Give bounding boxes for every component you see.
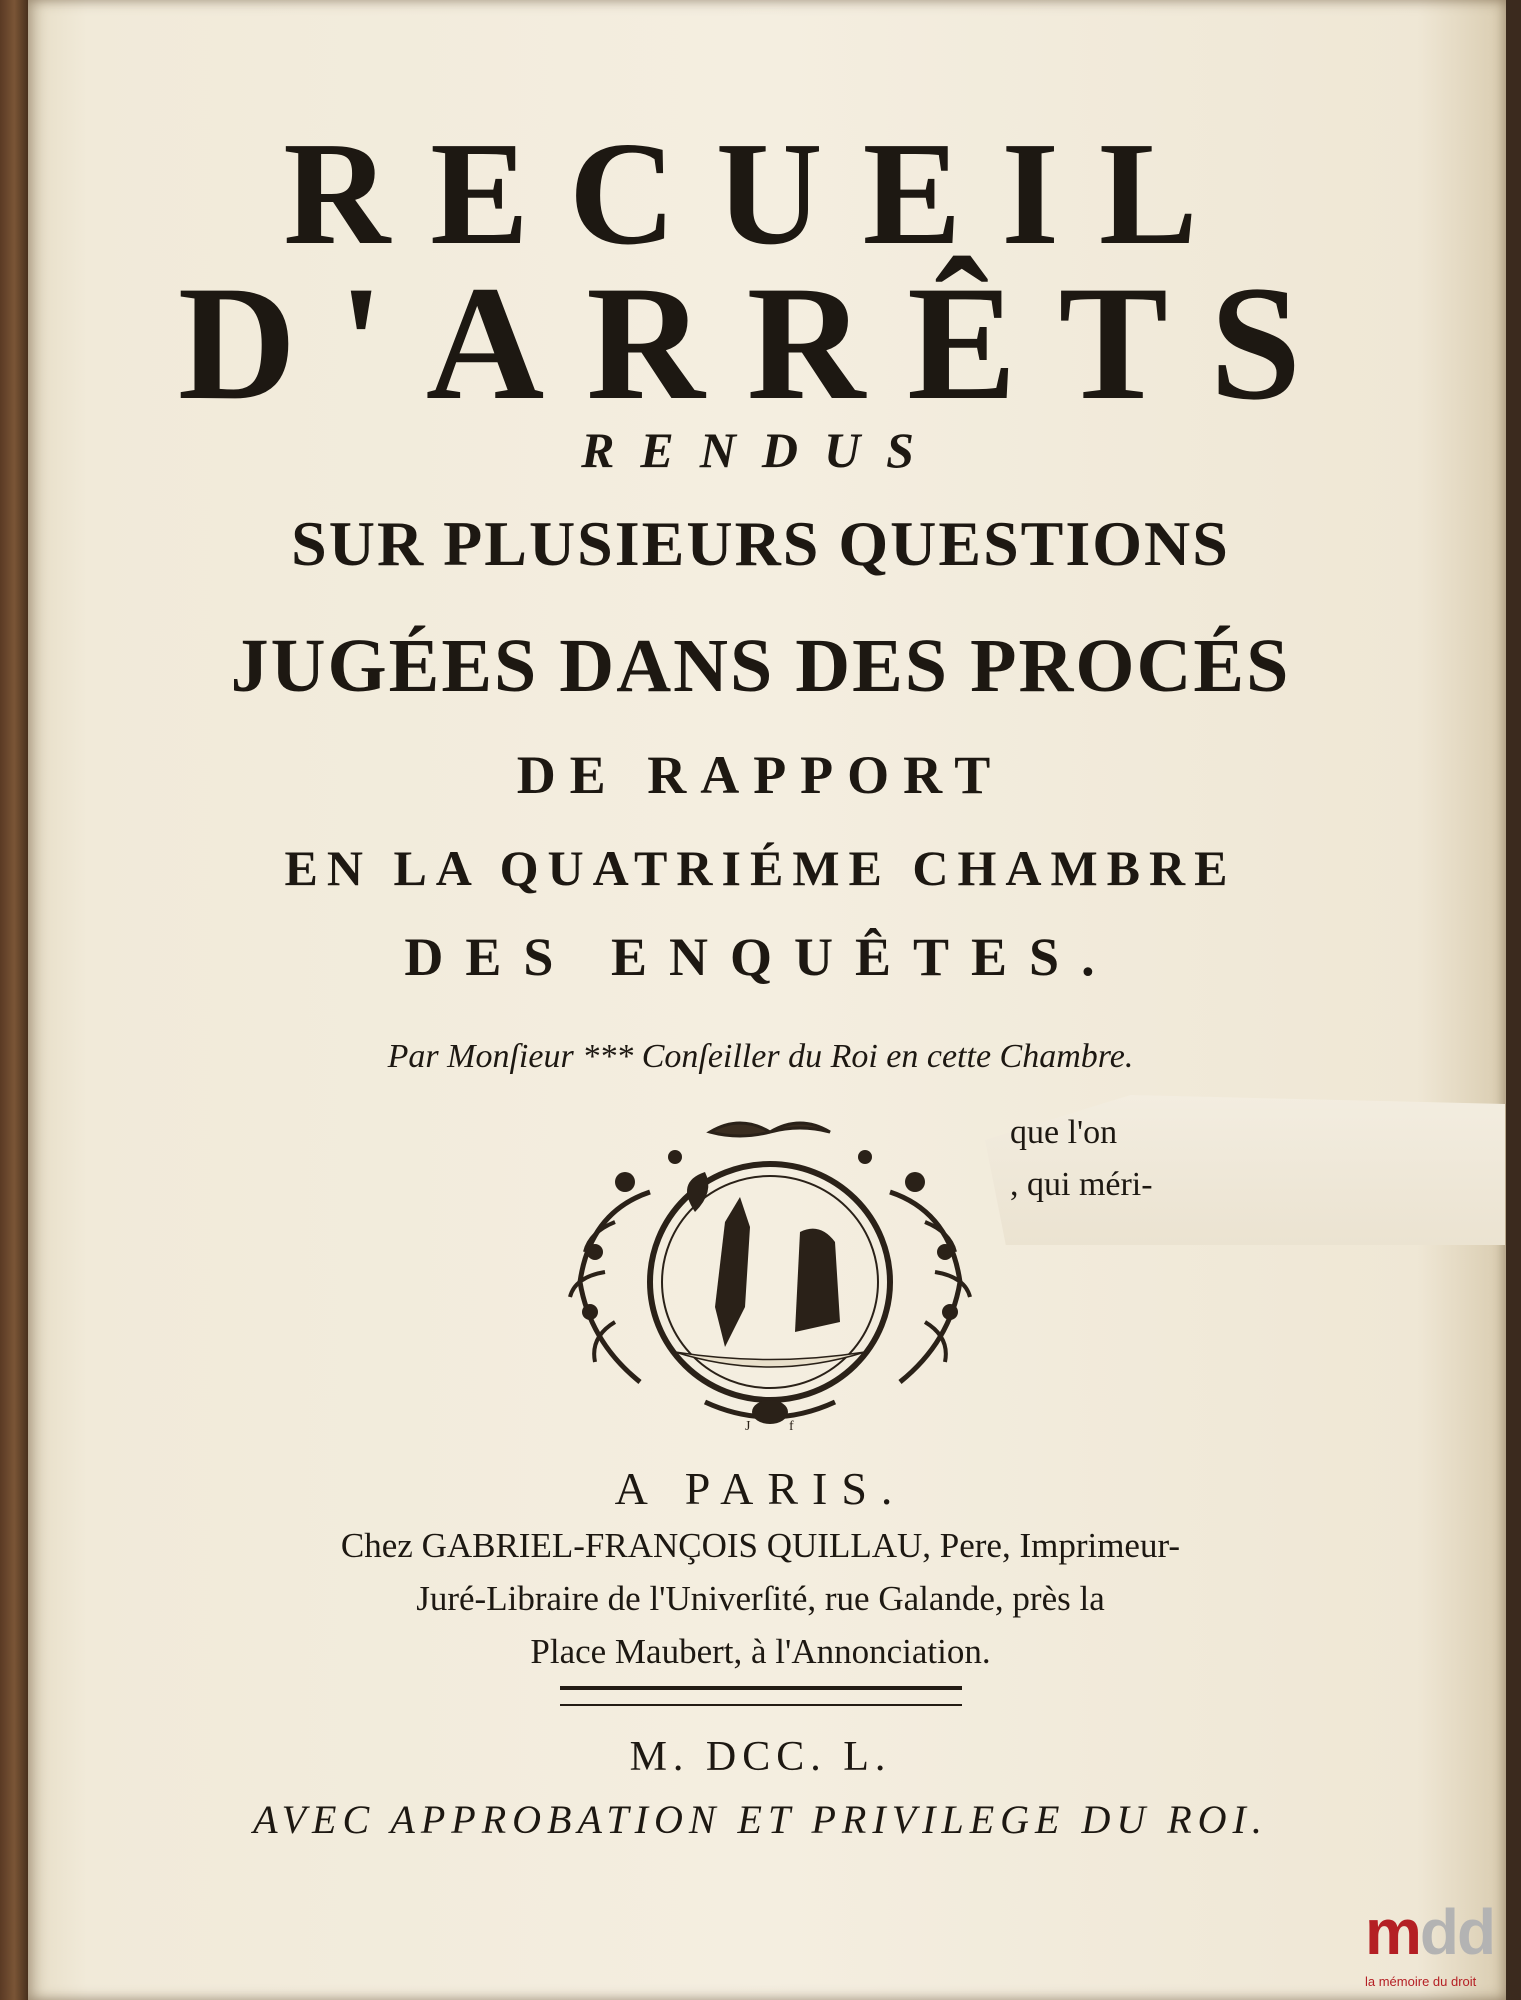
title-line-3: RENDUS	[581, 422, 940, 478]
imprint-place: A PARIS.	[614, 1463, 907, 1514]
vignette-letter-j: J	[745, 1419, 751, 1432]
approbation-line: AVEC APPROBATION ET PRIVILEGE DU ROI.	[253, 1797, 1268, 1842]
logo-tagline: la mémoire du droit	[1365, 1974, 1477, 1989]
vignette-letter-f: f	[789, 1419, 794, 1432]
imprint-line-2: Juré-Libraire de l'Univerſité, rue Galande, près la	[416, 1579, 1105, 1618]
publication-date: M. DCC. L.	[629, 1734, 892, 1780]
double-rule-divider	[560, 1686, 962, 1706]
title-line-4: SUR PLUSIEURS QUESTIONS	[291, 508, 1230, 579]
imprint-line-1: Chez GABRIEL-FRANÇOIS QUILLAU, Pere, Imprimeur-	[340, 1526, 1181, 1565]
title-line-2: D'ARRÊTS	[177, 253, 1344, 434]
printer-vignette-ornament	[555, 1112, 985, 1432]
title-line-5: JUGÉES DANS DES PROCÉS	[230, 624, 1291, 708]
author-line: Par Monſieur *** Conſeiller du Roi en cette Chambre.	[387, 1038, 1134, 1075]
mdd-logo	[1365, 1896, 1515, 2000]
flap-text-line-2: , qui méri-	[1010, 1166, 1153, 1203]
title-line-6: DE RAPPORT	[516, 745, 1005, 805]
title-line-8: DES ENQUÊTES.	[404, 927, 1117, 987]
title-line-1: RECUEIL	[283, 112, 1238, 276]
title-line-7: EN LA QUATRIÉME CHAMBRE	[284, 840, 1237, 896]
flap-text-line-1: que l'on	[1010, 1114, 1118, 1151]
logo-letters: mdd	[1365, 1896, 1495, 1968]
imprint-line-3: Place Maubert, à l'Annonciation.	[530, 1632, 991, 1671]
